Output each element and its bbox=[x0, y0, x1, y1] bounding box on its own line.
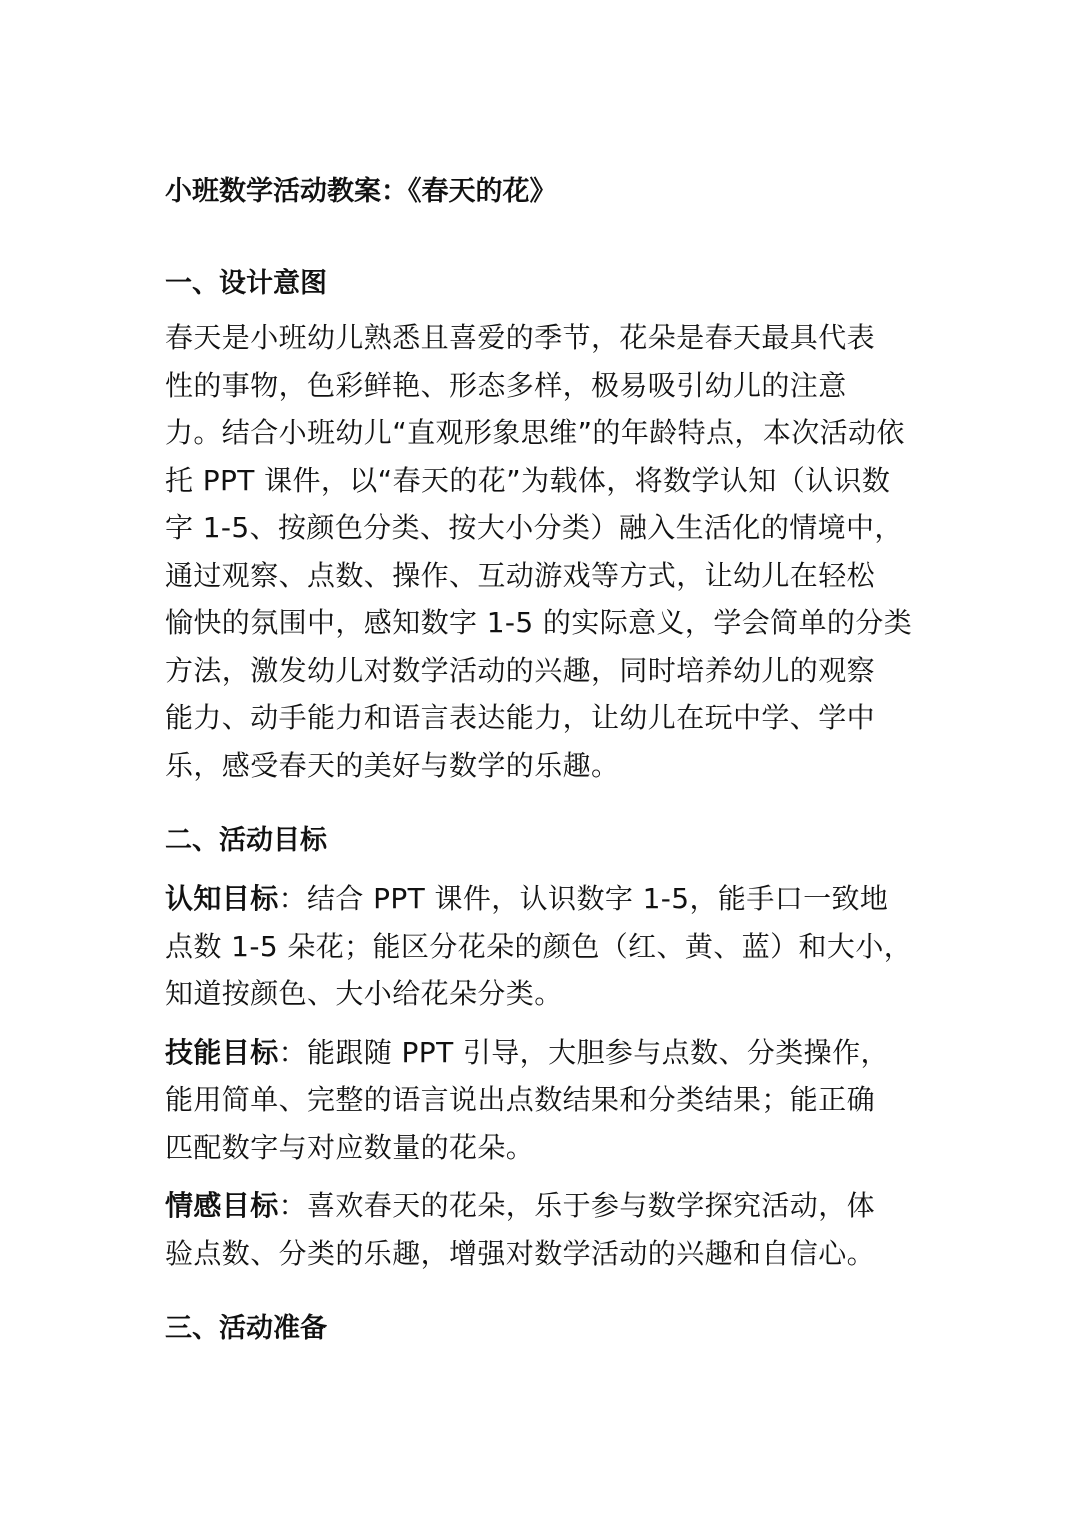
goal-line: 匹配数字与对应数量的花朵。 bbox=[165, 1130, 535, 1164]
goal-emotional bbox=[165, 1182, 925, 1277]
goal-skill bbox=[165, 1029, 925, 1172]
goal-text: ：结合 PPT 课件，认识数字 1-5，能手口一致地 bbox=[278, 882, 889, 915]
document-title: 小班数学活动教案：《春天的花》 bbox=[165, 176, 557, 207]
goal-text: ：喜欢春天的花朵，乐于参与数学探究活动，体 bbox=[278, 1189, 876, 1222]
design-intent-paragraph bbox=[165, 314, 925, 789]
paragraph-line: 春天是小班幼儿熟悉且喜爱的季节，花朵是春天最具代表 bbox=[165, 321, 876, 354]
goal-label: 认知目标 bbox=[165, 882, 279, 915]
goal-line: 验点数、分类的乐趣，增强对数学活动的兴趣和自信心。 bbox=[165, 1236, 876, 1270]
goal-first-line bbox=[165, 1029, 925, 1077]
paragraph-line: 乐，感受春天的美好与数学的乐趣。 bbox=[165, 748, 620, 782]
paragraph-line: 力。结合小班幼儿“直观形象思维”的年龄特点，本次活动依 bbox=[165, 416, 905, 449]
section-heading-activity-goals: 二、活动目标 bbox=[165, 825, 327, 856]
paragraph-line: 性的事物，色彩鲜艳、形态多样，极易吸引幼儿的注意 bbox=[165, 368, 847, 402]
paragraph-line: 字 1-5、按颜色分类、按大小分类）融入生活化的情境中， bbox=[165, 511, 903, 544]
goal-line: 能用简单、完整的语言说出点数结果和分类结果；能正确 bbox=[165, 1083, 876, 1116]
paragraph-line: 愉快的氛围中，感知数字 1-5 的实际意义，学会简单的分类 bbox=[165, 606, 913, 639]
goal-label: 技能目标 bbox=[165, 1035, 279, 1069]
document-content bbox=[165, 172, 925, 1349]
paragraph-line: 托 PPT 课件，以“春天的花”为载体，将数学认知（认识数 bbox=[165, 463, 891, 497]
section-heading-design-intent: 一、设计意图 bbox=[165, 268, 327, 299]
paragraph-line: 通过观察、点数、操作、互动游戏等方式，让幼儿在轻松 bbox=[165, 558, 876, 592]
goal-cognitive bbox=[165, 875, 925, 1018]
goal-first-line bbox=[165, 1182, 925, 1230]
paragraph-line: 能力、动手能力和语言表达能力，让幼儿在玩中学、学中 bbox=[165, 701, 876, 734]
goal-label: 情感目标 bbox=[165, 1189, 279, 1222]
paragraph-line: 方法，激发幼儿对数学活动的兴趣，同时培养幼儿的观察 bbox=[165, 653, 876, 687]
goal-line: 知道按颜色、大小给花朵分类。 bbox=[165, 977, 563, 1010]
goal-first-line bbox=[165, 875, 925, 923]
goal-text: ：能跟随 PPT 引导，大胆参与点数、分类操作， bbox=[278, 1035, 889, 1069]
section-heading-activity-preparation: 三、活动准备 bbox=[165, 1313, 327, 1344]
goal-line: 点数 1-5 朵花；能区分花朵的颜色（红、黄、蓝）和大小， bbox=[165, 929, 913, 963]
